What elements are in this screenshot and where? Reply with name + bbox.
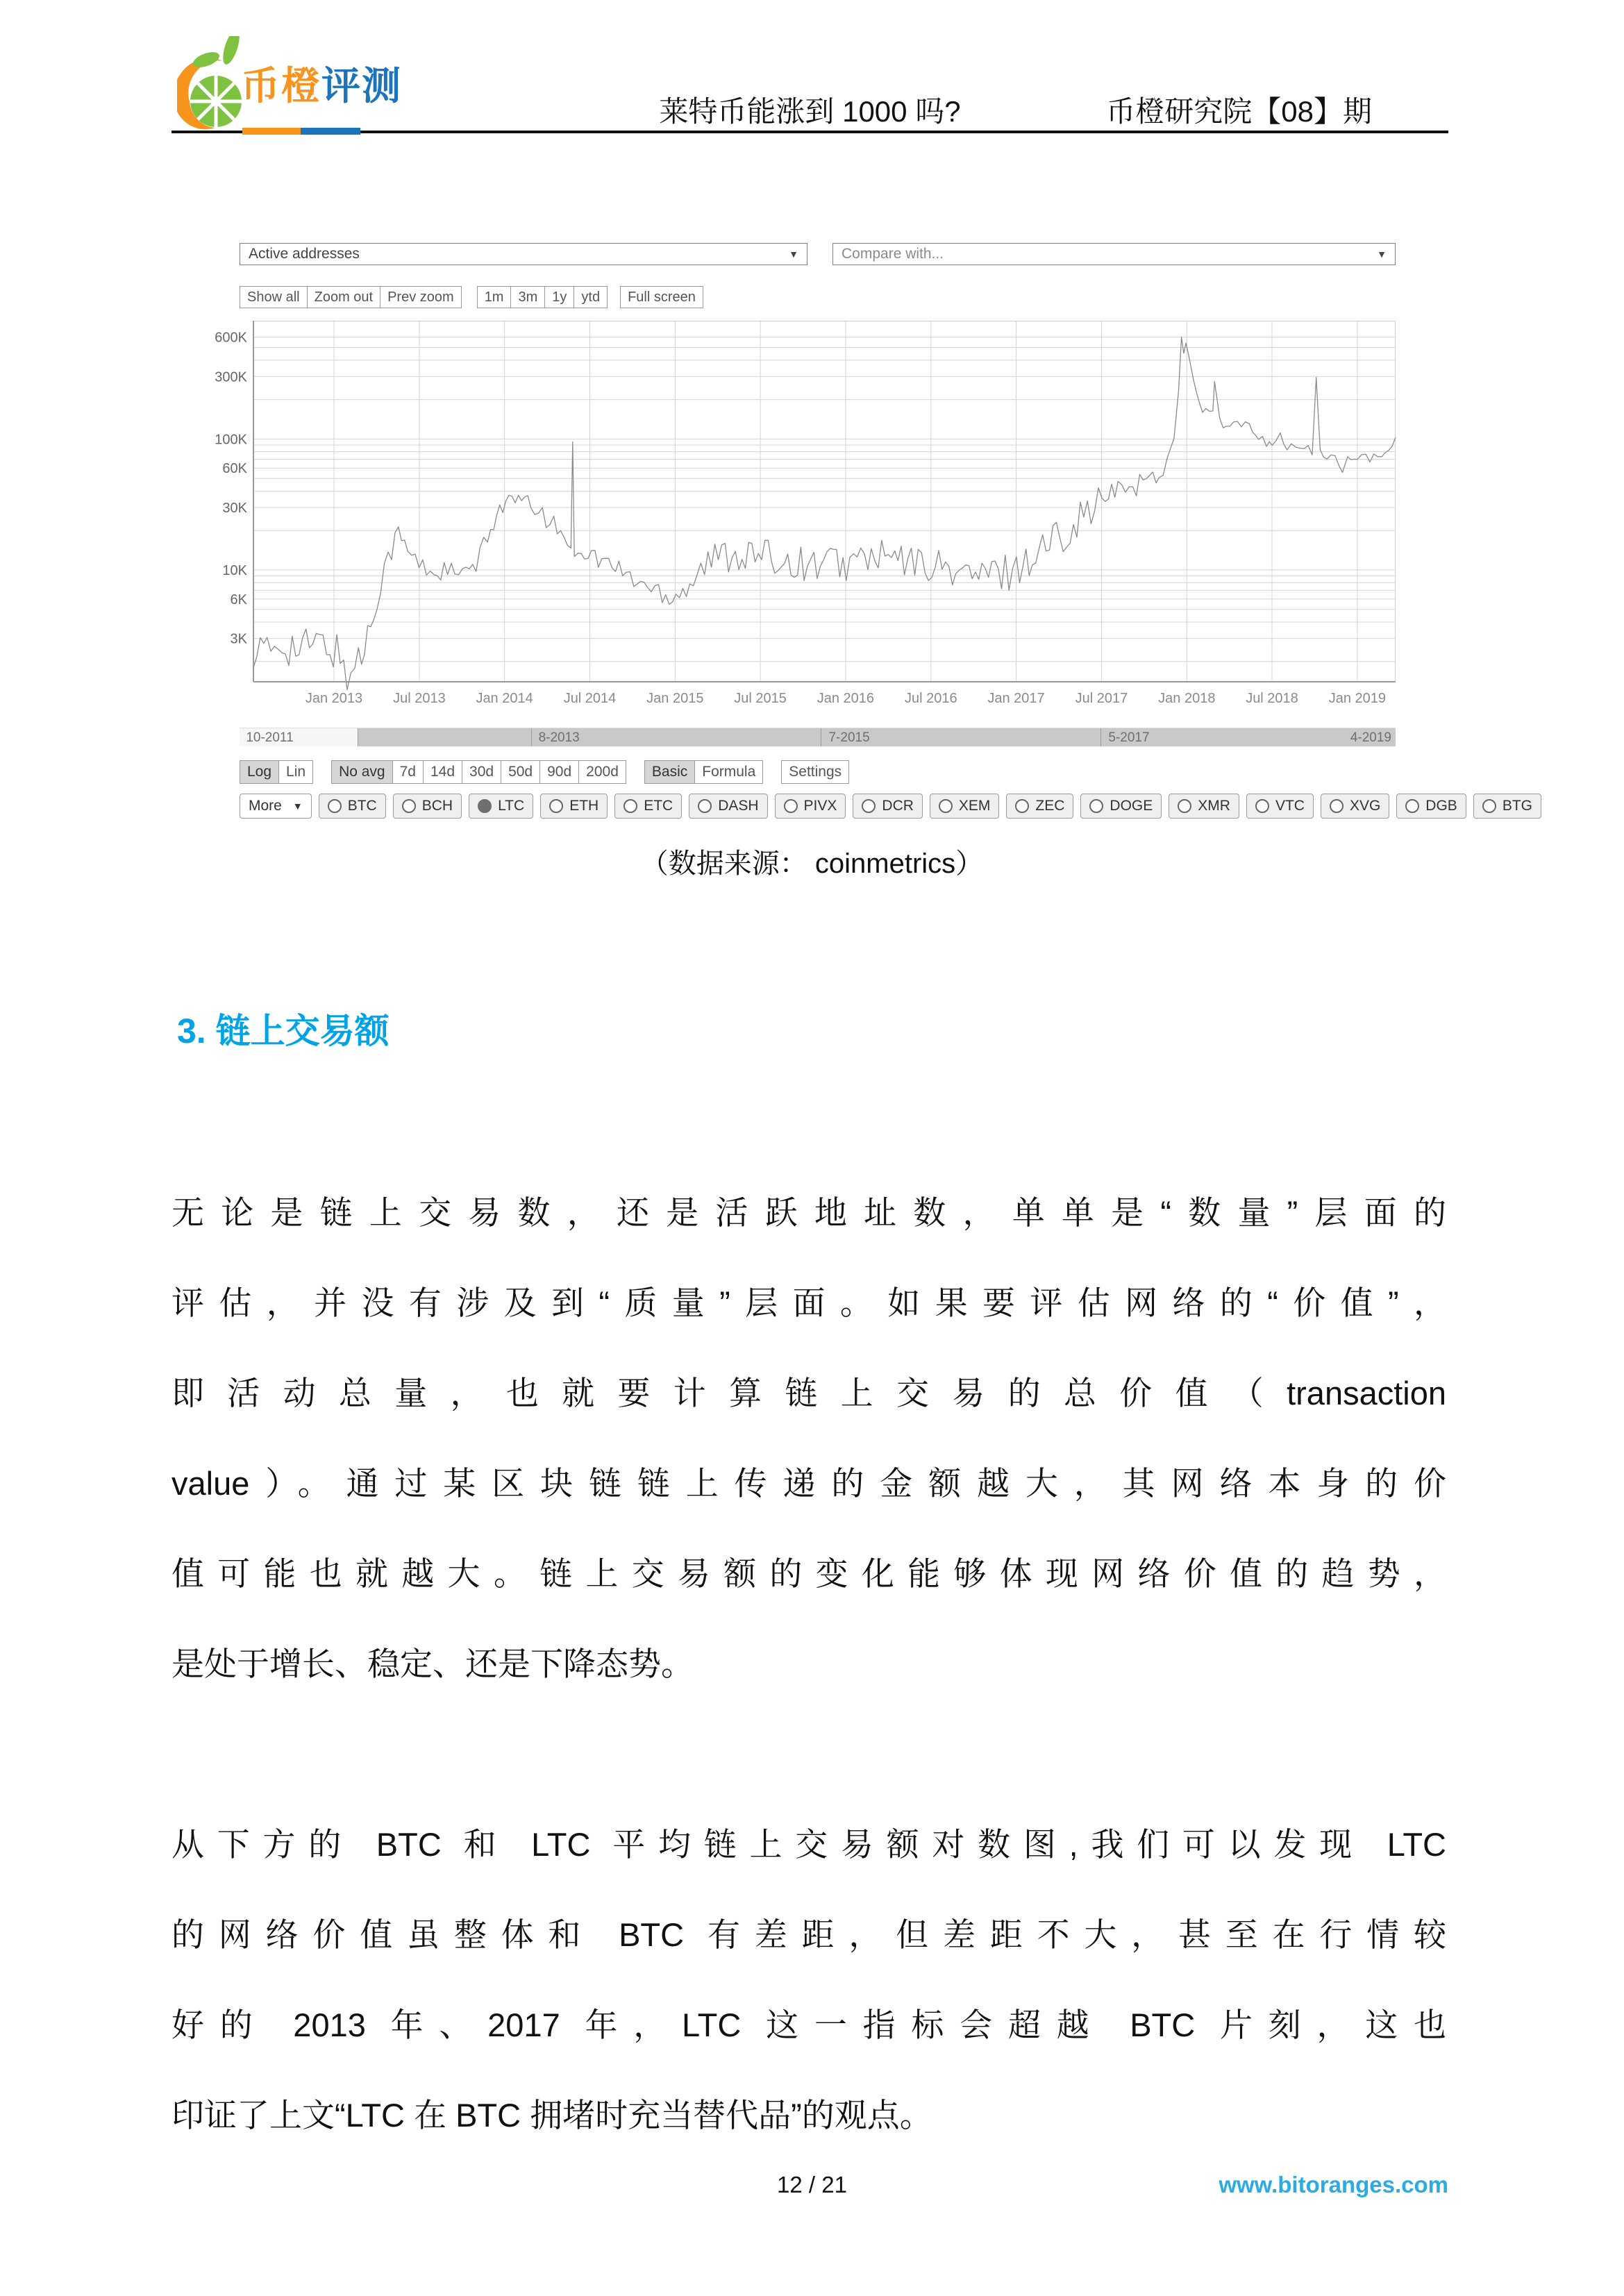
page-number: 12 / 21 [777, 2172, 847, 2197]
y-axis-tick-label: 30K [222, 501, 247, 516]
settings-button[interactable]: Settings [781, 760, 849, 784]
coin-label: PIVX [803, 798, 837, 814]
coin-label: DOGE [1110, 798, 1153, 814]
coin-toggle-btg[interactable] [1473, 794, 1541, 819]
x-axis-tick-label: Jan 2014 [476, 691, 533, 706]
radio-icon [549, 799, 563, 813]
period-ytd-button[interactable]: ytd [574, 286, 608, 308]
avg-30d-button[interactable]: 30d [462, 760, 501, 784]
radio-icon [1330, 799, 1343, 813]
logo-underline-orange [242, 128, 301, 135]
radio-icon [1178, 799, 1191, 813]
body-line: 是处于增长、稳定、还是下降态势。 [171, 1645, 694, 1682]
body-line: 从下方的 BTC 和 LTC 平均链上交易额对数图,我们可以发现 LTC [171, 1826, 1446, 1863]
logo-underline-blue [301, 128, 360, 135]
chart-zoom-row [240, 286, 1396, 308]
radio-icon [698, 799, 712, 813]
avg-7d-button[interactable]: 7d [392, 760, 424, 784]
body-line: value）。通过某区块链链上传递的金额越大，其网络本身的价 [171, 1465, 1446, 1502]
page-header [171, 0, 1448, 139]
period-3m-button[interactable]: 3m [510, 286, 545, 308]
navigator-selected-range[interactable] [358, 728, 1396, 746]
compare-select-value: Compare with... [842, 246, 944, 262]
radio-icon [784, 799, 798, 813]
mode-formula-button[interactable]: Formula [694, 760, 763, 784]
coin-label: XVG [1349, 798, 1381, 814]
avg-200d-button[interactable]: 200d [578, 760, 626, 784]
avg-50d-button[interactable]: 50d [501, 760, 540, 784]
prev-zoom-button[interactable]: Prev zoom [380, 286, 462, 308]
chart-select-row [240, 243, 1396, 265]
section-heading: 3. 链上交易额 [177, 1012, 390, 1050]
coin-toggle-zec[interactable] [1006, 794, 1073, 819]
x-axis-tick-label: Jan 2013 [305, 691, 363, 706]
coin-toggle-dgb[interactable] [1396, 794, 1466, 819]
y-axis-tick-label: 10K [222, 562, 247, 578]
y-axis-tick-label: 60K [222, 461, 247, 477]
coin-toggle-xvg[interactable] [1321, 794, 1389, 819]
coin-label: XEM [958, 798, 991, 814]
body-line: 值可能也就越大。链上交易额的变化能够体现网络价值的趋势， [171, 1555, 1446, 1592]
navigator-label: 10-2011 [246, 730, 294, 745]
x-axis-tick-label: Jul 2013 [393, 691, 446, 706]
active-addresses-series [253, 337, 1396, 690]
coin-toggle-bch[interactable] [393, 794, 462, 819]
body-line: 即活动总量，也就要计算链上交易的总价值（transaction [171, 1375, 1446, 1411]
metric-select[interactable] [240, 243, 807, 265]
coin-toggle-pivx[interactable] [775, 794, 846, 819]
x-axis-tick-label: Jul 2014 [563, 691, 617, 706]
coin-label: DASH [718, 798, 759, 814]
coin-label: ETC [644, 798, 673, 814]
x-axis-tick-label: Jan 2017 [987, 691, 1045, 706]
radio-icon [623, 799, 637, 813]
avg-14d-button[interactable]: 14d [423, 760, 462, 784]
coin-label: BTG [1502, 798, 1532, 814]
scale-log-button[interactable]: Log [240, 760, 279, 784]
more-coins-label: More [249, 798, 282, 814]
x-axis-tick-label: Jan 2019 [1328, 691, 1387, 706]
y-axis-tick-label: 600K [215, 330, 247, 346]
coin-toggle-dash[interactable] [689, 794, 767, 819]
x-axis-tick-label: Jul 2018 [1246, 691, 1298, 706]
coin-toggle-doge[interactable] [1080, 794, 1162, 819]
show-all-button[interactable]: Show all [240, 286, 308, 308]
navigator-divider [1100, 728, 1101, 746]
radio-icon [1089, 799, 1103, 813]
x-axis-tick-label: Jan 2015 [646, 691, 704, 706]
coin-toggle-vtc[interactable] [1246, 794, 1314, 819]
coin-label: ZEC [1035, 798, 1065, 814]
x-axis-tick-label: Jul 2017 [1075, 691, 1128, 706]
coin-label: DGB [1425, 798, 1457, 814]
y-axis-tick-label: 300K [215, 369, 247, 385]
chevron-down-icon: ▼ [789, 249, 798, 260]
avg-none-button[interactable]: No avg [331, 760, 393, 784]
coin-toggle-etc[interactable] [614, 794, 682, 819]
body-line: 印证了上文“LTC 在 BTC 拥堵时充当替代品”的观点。 [171, 2097, 932, 2134]
zoom-out-button[interactable]: Zoom out [307, 286, 380, 308]
paragraph-1 [171, 1168, 1446, 1709]
coin-label: DCR [882, 798, 914, 814]
radio-icon [478, 799, 492, 813]
radio-icon [1015, 799, 1029, 813]
coin-label: BTC [347, 798, 377, 814]
navigator-label: 4-2019 [1350, 730, 1391, 745]
coin-toggle-xmr[interactable] [1169, 794, 1239, 819]
coin-label: VTC [1275, 798, 1305, 814]
chart-settings-row [240, 760, 1396, 784]
fullscreen-button[interactable]: Full screen [620, 286, 703, 308]
coin-label: LTC [498, 798, 525, 814]
issue-label: 币橙研究院【08】期 [1106, 95, 1372, 128]
scale-lin-button[interactable]: Lin [278, 760, 313, 784]
x-axis-tick-label: Jan 2016 [817, 691, 875, 706]
coin-selector-row [240, 794, 1532, 819]
coin-toggle-ltc[interactable] [469, 794, 533, 819]
document-title: 莱特币能涨到 1000 吗? [659, 95, 961, 128]
y-axis-tick-label: 3K [230, 631, 247, 647]
navigator-label: 7-2015 [828, 730, 870, 745]
radio-icon [328, 799, 342, 813]
radio-icon [402, 799, 416, 813]
range-navigator[interactable] [240, 728, 1396, 746]
compare-select[interactable] [832, 243, 1396, 265]
y-axis-tick-label: 6K [230, 592, 247, 607]
logo-text-blue: 评测 [321, 64, 402, 108]
body-line: 的网络价值虽整体和 BTC 有差距，但差距不大，甚至在行情较 [171, 1916, 1446, 1953]
x-axis-tick-label: Jan 2018 [1158, 691, 1216, 706]
chevron-down-icon: ▼ [1377, 249, 1387, 260]
coin-toggle-dcr[interactable] [853, 794, 923, 819]
y-axis-tick-label: 100K [215, 432, 247, 448]
x-axis-tick-label: Jul 2016 [904, 691, 957, 706]
site-link[interactable]: www.bitoranges.com [1219, 2172, 1448, 2197]
radio-icon [1405, 799, 1419, 813]
body-line: 评估，并没有涉及到“质量”层面。如果要评估网络的“价值”， [171, 1284, 1446, 1321]
navigator-divider [531, 728, 532, 746]
navigator-label: 5-2017 [1108, 730, 1150, 745]
period-1m-button[interactable]: 1m [477, 286, 512, 308]
logo-text-orange: 币橙 [241, 64, 321, 108]
active-addresses-plot[interactable] [215, 321, 1396, 707]
mode-basic-button[interactable]: Basic [644, 760, 695, 784]
coinmetrics-chart [215, 243, 1532, 819]
coin-label: XMR [1198, 798, 1230, 814]
avg-90d-button[interactable]: 90d [539, 760, 579, 784]
x-axis-tick-label: Jul 2015 [734, 691, 787, 706]
coin-toggle-eth[interactable] [540, 794, 608, 819]
navigator-label: 8-2013 [538, 730, 580, 745]
body-line: 好的 2013 年、2017 年，LTC 这一指标会超越 BTC 片刻，这也 [171, 2006, 1446, 2043]
radio-icon [1255, 799, 1269, 813]
radio-icon [1482, 799, 1496, 813]
coin-label: ETH [569, 798, 599, 814]
radio-icon [862, 799, 876, 813]
chart-source-caption: （数据来源： coinmetrics） [640, 848, 984, 879]
period-1y-button[interactable]: 1y [544, 286, 574, 308]
paragraph-2 [171, 1800, 1446, 2161]
coin-label: BCH [421, 798, 453, 814]
coin-toggle-btc[interactable] [319, 794, 386, 819]
body-line: 无论是链上交易数，还是活跃地址数，单单是“数量”层面的 [171, 1194, 1446, 1231]
radio-icon [939, 799, 953, 813]
coin-toggle-xem[interactable] [930, 794, 1000, 819]
metric-select-value: Active addresses [249, 246, 360, 262]
more-coins-dropdown[interactable] [240, 794, 312, 819]
chevron-down-icon: ▼ [292, 801, 303, 812]
